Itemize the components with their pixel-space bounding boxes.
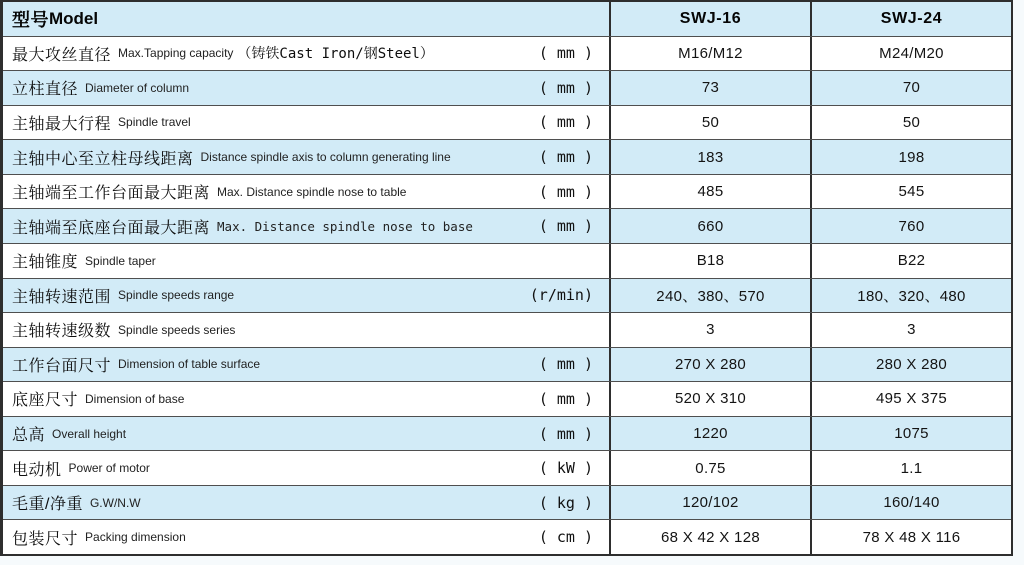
spec-unit-label: ( mm ) bbox=[538, 424, 593, 443]
spec-label-cell bbox=[3, 244, 611, 278]
column-header-swj16: SWJ-16 bbox=[611, 2, 812, 36]
spec-unit-label: ( cm ) bbox=[538, 528, 593, 547]
table-row bbox=[3, 71, 1011, 106]
table-row bbox=[3, 348, 1011, 383]
spec-value-swj16: 0.75 bbox=[611, 451, 812, 485]
table-row bbox=[3, 382, 1011, 417]
spec-value-swj24: 545 bbox=[898, 183, 925, 201]
spec-unit-label: ( mm ) bbox=[538, 78, 593, 97]
spec-label-en: Max. Distance spindle nose to table bbox=[217, 184, 407, 199]
spec-label-cell bbox=[3, 106, 611, 140]
spec-label-cell bbox=[3, 382, 611, 416]
table-row bbox=[3, 417, 1011, 452]
spec-label-zh: 主轴最大行程 bbox=[12, 115, 112, 133]
table-row bbox=[3, 106, 1011, 141]
spec-label-zh: 立柱直径 bbox=[12, 81, 79, 99]
spec-unit-label: ( mm ) bbox=[538, 355, 593, 374]
spec-label-en: Max.Tapping capacity bbox=[118, 46, 234, 61]
table-row bbox=[3, 486, 1011, 521]
spec-unit-label: ( kg ) bbox=[538, 493, 593, 512]
column-header-swj24: SWJ-24 bbox=[880, 9, 943, 27]
spec-value-swj16: 240、380、570 bbox=[611, 279, 812, 313]
spec-label-cell bbox=[3, 71, 611, 105]
spec-value-swj24: 3 bbox=[907, 321, 916, 339]
spec-value-swj24: B22 bbox=[897, 252, 926, 270]
spec-label-cell bbox=[3, 37, 611, 71]
spec-unit-label: ( mm ) bbox=[538, 182, 593, 201]
spec-unit-label: (r/min) bbox=[529, 286, 593, 305]
spec-unit-label: ( mm ) bbox=[538, 113, 593, 132]
spec-label-en: Spindle taper bbox=[85, 253, 156, 268]
spec-label-zh: 总高 bbox=[12, 427, 46, 445]
spec-label-zh: 底座尺寸 bbox=[12, 392, 79, 410]
spec-label-en: G.W/N.W bbox=[89, 495, 141, 510]
spec-label-cell bbox=[3, 140, 611, 174]
model-header-label-zh: 型号 bbox=[12, 9, 49, 30]
spec-value-swj16: 270 X 280 bbox=[611, 348, 812, 382]
spec-label-zh: 主轴锥度 bbox=[12, 254, 79, 272]
spec-label-zh: 电动机 bbox=[12, 461, 62, 479]
spec-value-swj24: 180、320、480 bbox=[857, 287, 966, 305]
spec-value-swj24: 78 X 48 X 116 bbox=[862, 528, 961, 546]
spec-label-zh: 主轴中心至立柱母线距离 bbox=[12, 150, 194, 168]
spec-value-swj24: 70 bbox=[902, 79, 921, 97]
spec-label-zh: 主轴端至工作台面最大距离 bbox=[12, 185, 211, 203]
spec-label-en: Distance spindle axis to column generating line bbox=[200, 150, 451, 165]
spec-label-zh: 主轴转速级数 bbox=[12, 323, 112, 341]
spec-label-cell bbox=[3, 313, 611, 347]
spec-label-en: Dimension of base bbox=[85, 391, 185, 406]
spec-value-swj24: 50 bbox=[902, 113, 921, 131]
spec-label-zh: 工作台面尺寸 bbox=[12, 357, 112, 375]
table-header-row bbox=[3, 2, 1011, 37]
spec-value-swj16: 520 X 310 bbox=[611, 382, 812, 416]
spec-label-en: Dimension of table surface bbox=[118, 357, 261, 372]
spec-label-cell bbox=[3, 486, 611, 520]
spec-value-swj24: 495 X 375 bbox=[875, 390, 948, 408]
spec-value-swj24: 280 X 280 bbox=[875, 355, 948, 373]
spec-value-swj16: 183 bbox=[611, 140, 812, 174]
table-row bbox=[3, 37, 1011, 72]
spec-value-swj24: 760 bbox=[898, 217, 925, 235]
table-row bbox=[3, 244, 1011, 279]
spec-label-cell bbox=[3, 348, 611, 382]
spec-label-en: Spindle speeds series bbox=[118, 322, 236, 337]
spec-unit-label: ( mm ) bbox=[538, 44, 593, 63]
spec-value-swj16: 68 X 42 X 128 bbox=[611, 520, 812, 554]
table-row bbox=[3, 451, 1011, 486]
spec-value-swj16: B18 bbox=[611, 244, 812, 278]
table-row bbox=[3, 313, 1011, 348]
spec-label-cell bbox=[3, 417, 611, 451]
table-row bbox=[3, 279, 1011, 314]
spec-unit-label: ( mm ) bbox=[538, 217, 593, 236]
spec-label-cell bbox=[3, 209, 611, 243]
spec-unit-label: ( kW ) bbox=[538, 459, 593, 478]
table-row bbox=[3, 209, 1011, 244]
spec-unit-label: ( mm ) bbox=[538, 148, 593, 167]
spec-value-swj16: 3 bbox=[611, 313, 812, 347]
spec-label-zh: 包装尺寸 bbox=[12, 530, 79, 548]
spec-label-en: Spindle travel bbox=[118, 115, 191, 130]
spec-label-en: Spindle speeds range bbox=[118, 288, 235, 303]
table-row bbox=[3, 175, 1011, 210]
spec-value-swj16: 1220 bbox=[611, 417, 812, 451]
spec-label-en: Packing dimension bbox=[85, 530, 186, 545]
spec-value-swj24: 198 bbox=[898, 148, 925, 166]
spec-value-swj16: 50 bbox=[611, 106, 812, 140]
spec-value-swj16: 73 bbox=[611, 71, 812, 105]
spec-label-zh: 主轴转速范围 bbox=[12, 288, 112, 306]
spec-label-en: Diameter of column bbox=[85, 80, 190, 95]
table-row bbox=[3, 140, 1011, 175]
table-row bbox=[3, 520, 1011, 554]
model-header-cell bbox=[3, 2, 611, 36]
spec-label-zh: 主轴端至底座台面最大距离 bbox=[12, 219, 211, 237]
spec-value-swj16: 660 bbox=[611, 209, 812, 243]
spec-label-en: Max. Distance spindle nose to base bbox=[217, 218, 473, 234]
spec-label-zh: 最大攻丝直径 bbox=[12, 46, 112, 64]
spec-value-swj16: 485 bbox=[611, 175, 812, 209]
spec-label-en: Overall height bbox=[52, 426, 127, 441]
spec-value-swj24: 1075 bbox=[894, 425, 929, 443]
spec-label-cell bbox=[3, 175, 611, 209]
spec-value-swj16: 120/102 bbox=[611, 486, 812, 520]
spec-value-swj16: M16/M12 bbox=[611, 37, 812, 71]
model-header-label-en: Model bbox=[49, 8, 99, 28]
spec-value-swj24: 160/140 bbox=[883, 494, 940, 512]
spec-label-extra: （铸铁Cast Iron/钢Steel） bbox=[237, 46, 434, 63]
spec-label-cell bbox=[3, 520, 611, 554]
spec-value-swj24: 1.1 bbox=[900, 459, 923, 477]
spec-unit-label: ( mm ) bbox=[538, 389, 593, 408]
spec-label-en: Power of motor bbox=[68, 461, 150, 476]
spec-label-zh: 毛重/净重 bbox=[12, 496, 83, 514]
spec-value-swj24: M24/M20 bbox=[879, 44, 944, 62]
spec-label-cell bbox=[3, 279, 611, 313]
spec-label-cell bbox=[3, 451, 611, 485]
